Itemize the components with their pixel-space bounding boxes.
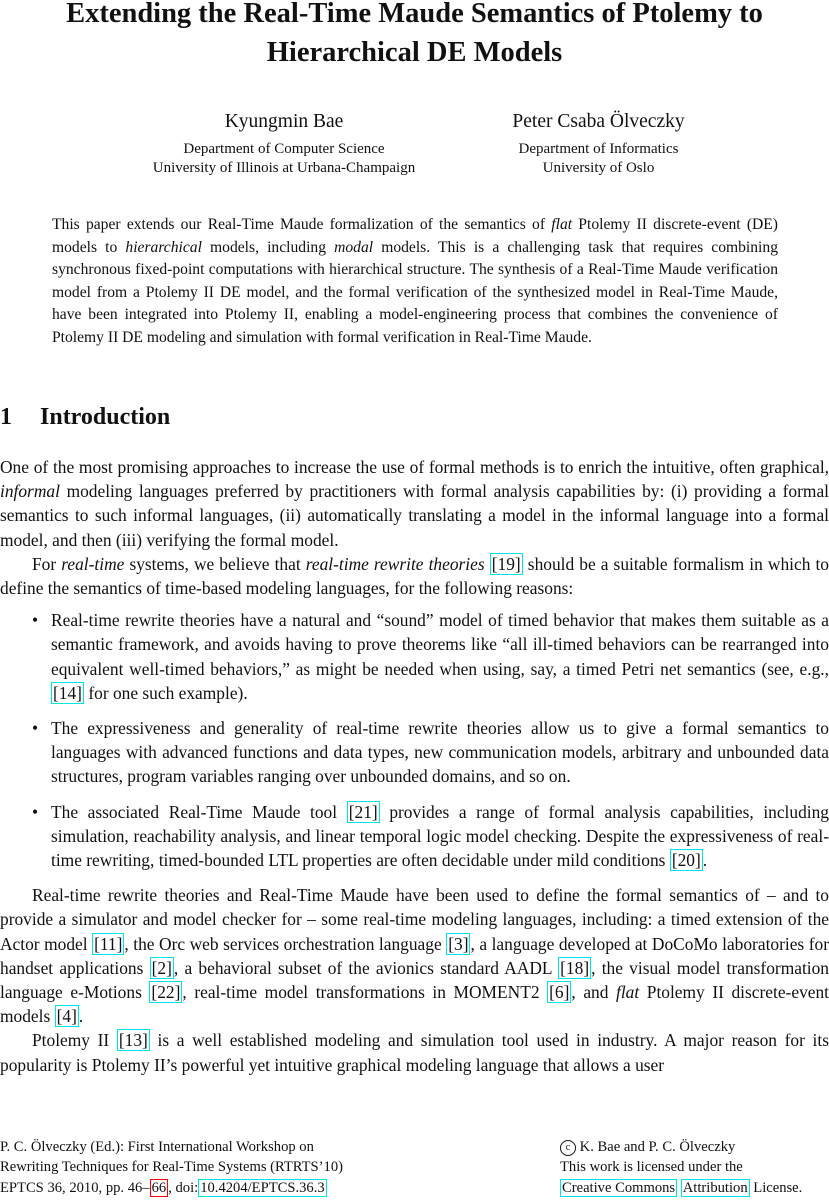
page-end-link[interactable]: 66 xyxy=(151,1179,167,1196)
copyright-icon: c xyxy=(560,1140,576,1156)
list-item: • Real-time rewrite theories have a natural and “sound” model of timed behavior that makes them suitable as a semantic framework, and avoids having to prove theorems like “all ill-timed behaviors can be rearranged into equivalent well-timed behaviors,” as might be needed when using, say, a timed Petri net semantics (see, e.g., [14] for one such example). xyxy=(32,610,829,703)
footer-line: Creative Commons Attribution License. xyxy=(562,1179,803,1196)
list-item: • The expressiveness and generality of real-time rewrite theories allow us to give a formal semantics to languages with advanced functions and data types, new communication models, arbitrary and unbounded data structures, program variables ranging over unbounded domains, and so on. xyxy=(32,718,829,787)
citation-link[interactable]: [18] xyxy=(560,957,590,978)
citation-link[interactable]: [14] xyxy=(53,682,82,703)
bullet-icon: • xyxy=(32,610,39,631)
author-university: University of Illinois at Urbana-Champaign xyxy=(152,160,416,176)
bullet-icon: • xyxy=(32,718,39,739)
bullet-icon: • xyxy=(32,801,39,822)
section-heading xyxy=(0,404,170,431)
footer-line: c K. Bae and P. C. Ölveczky xyxy=(560,1137,829,1157)
paper-title-line-2: Hierarchical DE Models xyxy=(266,37,563,68)
paragraph: Ptolemy II [13] is a well established modeling and simulation tool used in industry. A major reason for its popularity is Ptolemy II’s powerful yet intuitive graphical modeling language that allows a user xyxy=(0,1030,829,1075)
paragraph: One of the most promising approaches to increase the use of formal methods is to enrich the intuitive, often graphical, informal modeling languages preferred by practitioners with formal analysis capabilities by: (i) providing a formal semantics to such informal languages, (ii) automatically translating a model in the informal language into a formal model, and then (iii) verifying the formal model. xyxy=(0,457,829,550)
citation-link[interactable]: [20] xyxy=(671,850,701,871)
author-block-1 xyxy=(134,110,434,178)
doi-link[interactable]: 10.4204/EPTCS.36.3 xyxy=(200,1179,325,1196)
citation-link[interactable]: [6] xyxy=(549,982,570,1003)
citation-link[interactable]: [4] xyxy=(56,1006,77,1027)
author-name: Kyungmin Bae xyxy=(224,111,344,132)
footer-line: Rewriting Techniques for Real-Time Systems (RTRTS’10) xyxy=(0,1159,343,1176)
footer-line: This work is licensed under the xyxy=(560,1159,743,1176)
footer-line: P. C. Ölveczky (Ed.): First International Workshop on xyxy=(0,1139,314,1155)
reasons-list xyxy=(0,608,829,872)
paragraph: For real-time systems, we believe that real-time rewrite theories [19] should be a suitable formalism in which to define the semantics of time-based modeling languages, for the following reasons: xyxy=(0,553,829,599)
paper-title-line-1: Extending the Real-Time Maude Semantics of Ptolemy to xyxy=(66,0,763,29)
footer-license-info xyxy=(560,1137,829,1198)
list-item: • The associated Real-Time Maude tool [21] provides a range of formal analysis capabilities, including simulation, reachability analysis, and linear temporal logic model checking. Despite the expressiveness of real-time rewriting, timed-bounded LTL properties are often decidable under mild conditions [20] . xyxy=(32,801,829,871)
author-university: University of Oslo xyxy=(542,160,655,176)
author-department: Department of Informatics xyxy=(518,141,679,157)
section-title: Introduction xyxy=(40,404,171,430)
section-number: 1 xyxy=(0,404,12,430)
citation-link[interactable]: [11] xyxy=(94,933,123,954)
attribution-link[interactable]: Attribution xyxy=(682,1179,748,1196)
footer-publication-info xyxy=(0,1137,420,1198)
paragraph: Real-time rewrite theories and Real-Time Maude have been used to define the formal semantics of – and to provide a simulator and model checker for – some real-time modeling languages, including: a timed extension of the Actor model [11] , the Orc web services orchestration language [3] , a language developed at DoCoMo laboratories for handset applications [2] , a behavioral subset of the avionics standard AADL [18] , the visual model transformation language e-Motions [22] , real-time model transformations in MOMENT2 [6] , and flat Ptolemy II discrete-event models [4] . xyxy=(0,885,829,1027)
citation-link[interactable]: [22] xyxy=(151,982,181,1003)
body-text xyxy=(0,455,829,1077)
citation-link[interactable]: [19] xyxy=(491,553,521,574)
creative-commons-link[interactable]: Creative Commons xyxy=(562,1179,676,1196)
author-block-2 xyxy=(466,110,731,178)
citation-link[interactable]: [2] xyxy=(151,957,172,978)
footer-line: EPTCS 36, 2010, pp. 46– 66 , doi: 10.4204/EPTCS.36.3 xyxy=(0,1179,325,1196)
paper-title xyxy=(0,0,829,72)
author-name: Peter Csaba Ölveczky xyxy=(512,111,685,132)
abstract: This paper extends our Real-Time Maude formalization of the semantics of flat Ptolemy II discrete-event (DE) models to hierarchical models, including modal models. This is a challenging task that requires combining synchronous fixed-point computations with hierarchical structure. The synthesis of a Real-Time Maude verification model from a Ptolemy II DE model, and the formal verification of the synthesized model in Real-Time Maude, have been integrated into Ptolemy II, enabling a model-engineering process that combines the convenience of Ptolemy II DE modeling and simulation with formal verification in Real-Time Maude. xyxy=(52,216,778,346)
citation-link[interactable]: [13] xyxy=(118,1030,148,1051)
citation-link[interactable]: [3] xyxy=(448,933,469,954)
author-department: Department of Computer Science xyxy=(183,141,385,157)
citation-link[interactable]: [21] xyxy=(348,801,378,822)
